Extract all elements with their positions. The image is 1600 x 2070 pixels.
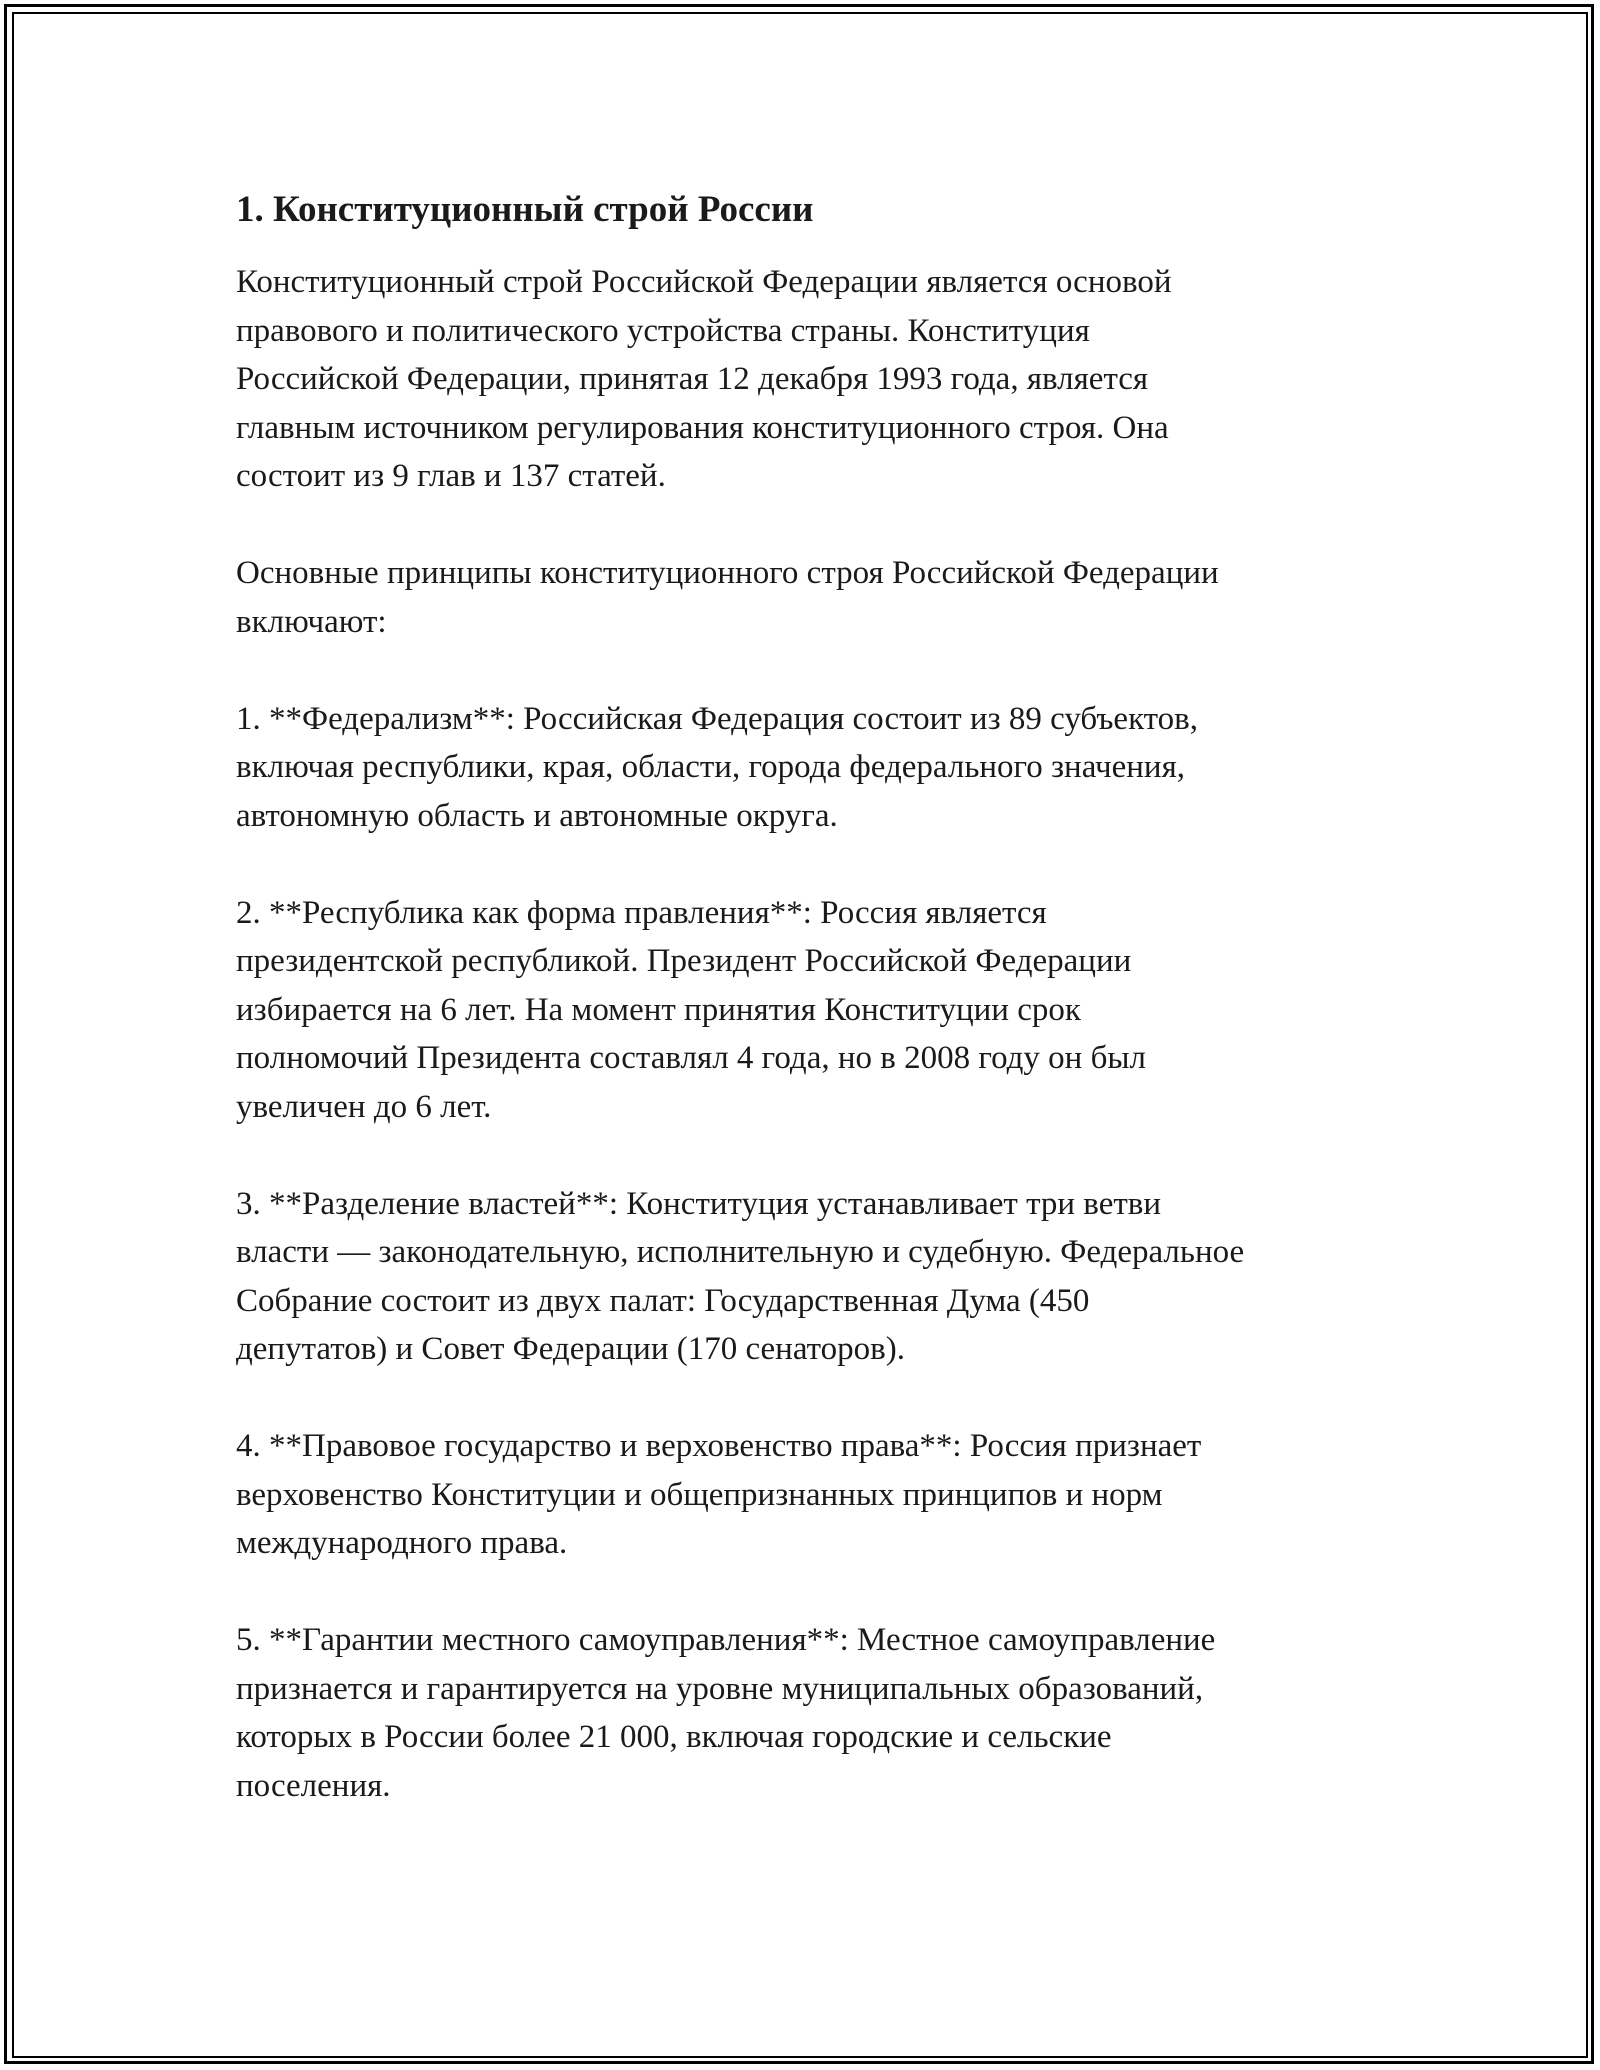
text-line: включая республики, края, области, города федерального значения, bbox=[236, 749, 1186, 785]
text-line: 3. **Разделение властей**: Конституция устанавливает три ветви bbox=[236, 1185, 1161, 1222]
paragraph-federalism bbox=[236, 695, 1366, 841]
text-line: избирается на 6 лет. На момент принятия Конституции срок bbox=[236, 991, 1081, 1028]
text-line: которых в России более 21 000, включая городские и сельские bbox=[236, 1719, 1112, 1755]
text-line: полномочий Президента составлял 4 года, но в 2008 году он был bbox=[236, 1040, 1146, 1076]
text-line: главным источником регулирования конституционного строя. Она bbox=[236, 409, 1169, 446]
text-line: поселения. bbox=[236, 1767, 391, 1804]
text-line: признается и гарантируется на уровне муниципальных образований, bbox=[236, 1670, 1204, 1707]
text-line: автономную область и автономные округа. bbox=[236, 797, 838, 834]
text-line: состоит из 9 глав и 137 статей. bbox=[236, 458, 666, 494]
document-body bbox=[236, 186, 1366, 1810]
paragraph-separation-of-powers bbox=[236, 1180, 1366, 1374]
text-line: президентской республикой. Президент Российской Федерации bbox=[236, 943, 1132, 979]
text-line: Конституционный строй Российской Федерации является основой bbox=[236, 264, 1172, 300]
text-line: Основные принципы конституционного строя Российской Федерации bbox=[236, 555, 1219, 591]
text-line: международного права. bbox=[236, 1525, 568, 1561]
text-line: верховенство Конституции и общепризнанных принципов и норм bbox=[236, 1476, 1163, 1513]
text-line: включают: bbox=[236, 603, 387, 640]
text-line: Собрание состоит из двух палат: Государственная Дума (450 bbox=[236, 1282, 1090, 1319]
paragraph-intro bbox=[236, 258, 1366, 501]
paragraph-local-self-government bbox=[236, 1616, 1366, 1810]
text-line: Российской Федерации, принятая 12 декабря 1993 года, является bbox=[236, 361, 1149, 397]
text-line: депутатов) и Совет Федерации (170 сенаторов). bbox=[236, 1331, 905, 1367]
text-line: 5. **Гарантии местного самоуправления**: Местное самоуправление bbox=[236, 1622, 1216, 1658]
text-line: власти — законодательную, исполнительную и судебную. Федеральное bbox=[236, 1234, 1245, 1270]
paragraph-republic bbox=[236, 889, 1366, 1132]
paragraph-principles-lead bbox=[236, 549, 1366, 646]
text-line: 1. **Федерализм**: Российская Федерация состоит из 89 субъектов, bbox=[236, 700, 1198, 737]
text-line: 2. **Республика как форма правления**: Россия является bbox=[236, 894, 1047, 931]
text-line: увеличен до 6 лет. bbox=[236, 1088, 492, 1125]
paragraph-rule-of-law bbox=[236, 1422, 1366, 1568]
text-line: 4. **Правовое государство и верховенство права**: Россия признает bbox=[236, 1428, 1202, 1464]
section-heading: 1. Конституционный строй России bbox=[236, 189, 814, 230]
text-line: правового и политического устройства страны. Конституция bbox=[236, 312, 1090, 349]
